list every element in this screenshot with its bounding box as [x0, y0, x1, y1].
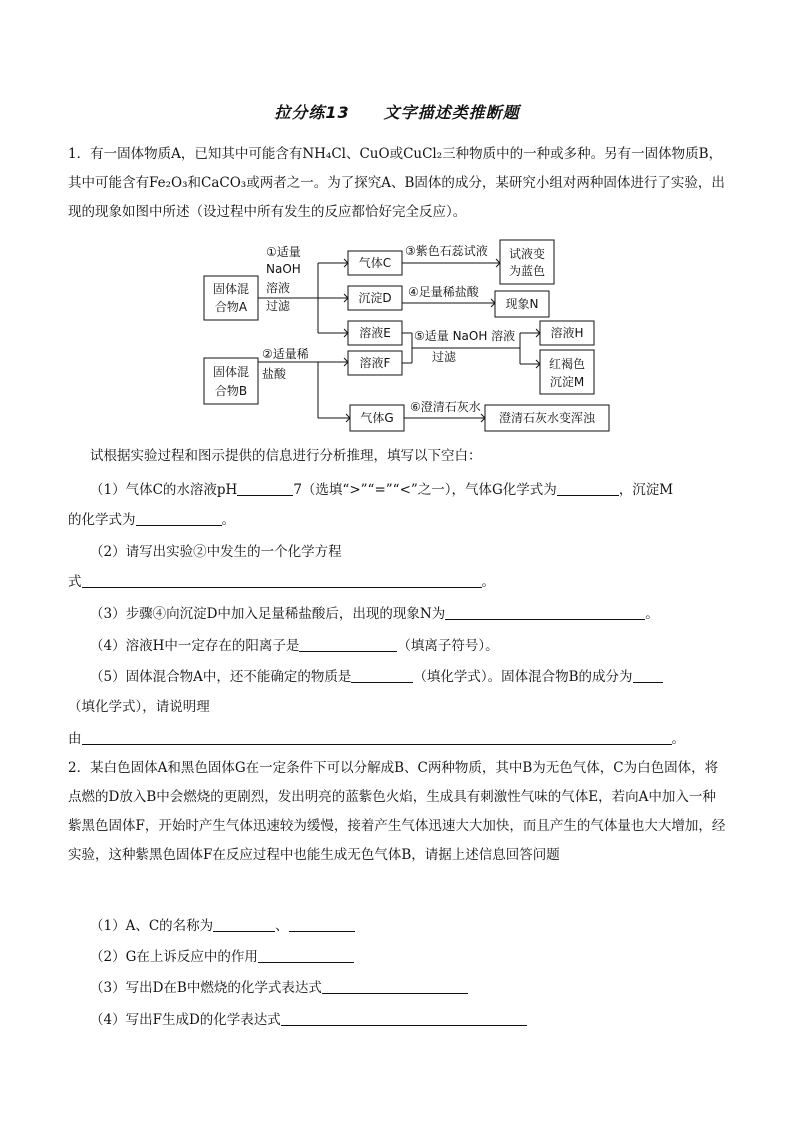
q1-sub3: （3）步骤④向沉淀D中加入足量稀盐酸后，出现的现象N为 。	[90, 606, 659, 622]
result3-line1: 试液变	[508, 247, 546, 261]
answer-blank[interactable]	[82, 730, 672, 745]
q1-sub1: （1）气体C的水溶液pH 7（选填“>”“=”“<”之一），气体G化学式为 ，沉淀M	[90, 482, 674, 498]
answer-blank[interactable]	[136, 511, 222, 526]
step1-line2: NaOH	[266, 262, 301, 276]
q2-sub4: （4）写出F生成D的化学表达式	[90, 1008, 527, 1028]
gas-c: 气体C	[358, 256, 392, 270]
q1-sub1-cont: 的化学式为 。	[68, 512, 235, 528]
q2-sub2: （2）G在上诉反应中的作用	[90, 945, 354, 965]
answer-blank[interactable]	[82, 573, 482, 588]
q1-sub5-cont: （填化学式），请说明理	[68, 699, 210, 715]
step3-label: ③紫色石蕊试液	[405, 244, 488, 258]
step2-line2: 盐酸	[262, 367, 287, 381]
experiment-flowchart	[200, 238, 620, 438]
step1-line4: 过滤	[266, 299, 291, 313]
step1-line3: 溶液	[266, 281, 291, 295]
mix-b-line1: 固体混	[212, 365, 250, 379]
soln-e: 溶液E	[359, 326, 391, 340]
answer-blank[interactable]	[289, 917, 355, 932]
step4-label: ④足量稀盐酸	[408, 285, 479, 299]
precip-m-line2: 沉淀M	[549, 375, 585, 389]
q1-sub2: （2）请写出实验②中发生的一个化学方程	[90, 544, 342, 560]
q1-sub2-cont: 式 。	[68, 574, 495, 590]
step5-line1: ⑤适量 NaOH 溶液	[414, 329, 516, 343]
mix-a-line2: 合物A	[214, 300, 248, 314]
result3-line2: 为蓝色	[508, 264, 546, 278]
q2-sub3: （3）写出D在B中燃烧的化学式表达式	[90, 976, 468, 996]
step5-line2: 过滤	[432, 350, 457, 364]
mix-b-line2: 合物B	[214, 384, 248, 398]
precip-d: 沉淀D	[358, 291, 392, 305]
step6-label: ⑥澄清石灰水	[410, 400, 481, 414]
q1-sub5: （5）固体混合物A中，还不能确定的物质是 （填化学式）。固体混合物B的成分为	[90, 665, 663, 685]
mix-a-line1: 固体混	[212, 282, 250, 296]
step1-line1: ①适量	[266, 245, 301, 259]
q1-sub5-cont2: 由 。	[68, 731, 685, 747]
result6: 澄清石灰水变浑浊	[498, 411, 596, 425]
q2-intro: 2．某白色固体A和黑色固体G在一定条件下可以分解成B、C两种物质，其中B为无色气体，C为白色固体，将点燃的D放入B中会燃烧的更剧烈，发出明亮的蓝紫色火焰，生成具有刺激性气味的气体E，若向A中加入一种紫黑色固体F，开始时产生气体迅速较为缓慢，接着产生气体迅速大大加快，而且产生的气体量也大大增加，经实验，这种紫黑色固体F在反应过程中也能生成无色气体B，请据上述信息回答问题	[68, 760, 726, 863]
answer-blank[interactable]	[557, 481, 619, 496]
answer-blank[interactable]	[237, 481, 293, 496]
answer-blank[interactable]	[258, 948, 354, 963]
page-title: 拉分练13 文字描述类推断题	[274, 103, 520, 122]
q1-intro: 1．有一固体物质A，已知其中可能含有NH₄Cl、CuO或CuCl₂三种物质中的一种或多种。另有一固体物质B，其中可能含有Fe₂O₃和CaCO₃或两者之一。为了探究A、B固体的成分，某研究小组对两种固体进行了实验，出现的现象如图中所述（设过程中所有发生的反应都恰好完全反应）。	[68, 146, 725, 220]
soln-h: 溶液H	[550, 326, 584, 340]
phen-n: 现象N	[505, 297, 539, 311]
answer-blank[interactable]	[633, 668, 663, 683]
step2-line1: ②适量稀	[262, 347, 309, 361]
answer-blank[interactable]	[351, 668, 413, 683]
answer-blank[interactable]	[299, 637, 397, 652]
q1-prompt: 试根据实验过程和图示提供的信息进行分析推理，填写以下空白：	[90, 448, 482, 464]
q1-sub4: （4）溶液H中一定存在的阳离子是 （填离子符号）。	[90, 638, 499, 654]
precip-m-line1: 红褐色	[548, 357, 586, 371]
gas-g: 气体G	[360, 411, 394, 425]
soln-f: 溶液F	[359, 356, 391, 370]
answer-blank[interactable]	[213, 917, 275, 932]
answer-blank[interactable]	[322, 979, 468, 994]
answer-blank[interactable]	[281, 1011, 527, 1026]
q2-sub1: （1）A、C的名称为 、	[90, 914, 355, 934]
answer-blank[interactable]	[445, 605, 645, 620]
